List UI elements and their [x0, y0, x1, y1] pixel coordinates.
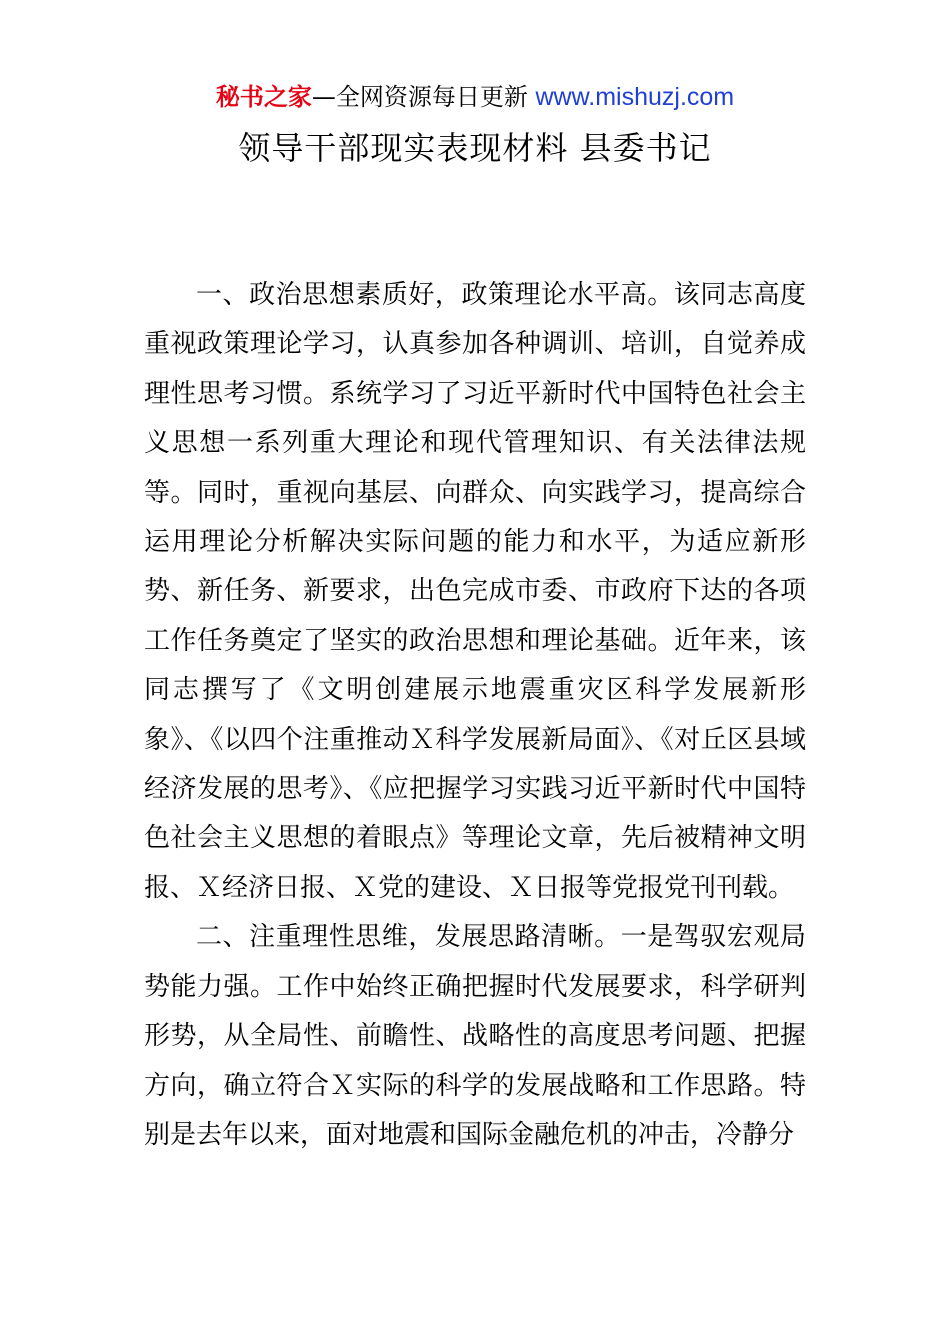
- document-title: 领导干部现实表现材料 县委书记: [238, 129, 712, 167]
- site-header: [0, 80, 950, 114]
- paragraph-2: 二、注重理性思维，发展思路清晰。一是驾驭宏观局势能力强。工作中始终正确把握时代发展要求，科学研判形势，从全局性、前瞻性、战略性的高度思考问题、把握方向，确立符合Ｘ实际的科学的发展战略和工作思路。特别是去年以来，面对地震和国际金融危机的冲击，冷静分: [144, 922, 806, 1150]
- site-url-link[interactable]: www.mishuzj.com: [535, 83, 735, 111]
- header-slogan: —全网资源每日更新: [311, 83, 536, 111]
- paragraph-1: 一、政治思想素质好，政策理论水平高。该同志高度重视政策理论学习，认真参加各种调训、培训，自觉养成理性思考习惯。系统学习了习近平新时代中国特色社会主义思想一系列重大理论和现代管理知识、有关法律法规等。同时，重视向基层、向群众、向实践学习，提高综合运用理论分析解决实际问题的能力和水平，为适应新形势、新任务、新要求，出色完成市委、市政府下达的各项工作任务奠定了坚实的政治思想和理论基础。近年来，该同志撰写了《文明创建展示地震重灾区科学发展新形象》、《以四个注重推动Ｘ科学发展新局面》、《对丘区县域经济发展的思考》、《应把握学习实践习近平新时代中国特色社会主义思想的着眼点》等理论文章，先后被精神文明报、Ｘ经济日报、Ｘ党的建设、Ｘ日报等党报党刊刊载。: [144, 280, 806, 903]
- document-body: [144, 271, 806, 1160]
- brand-name: 秘书之家: [215, 83, 312, 111]
